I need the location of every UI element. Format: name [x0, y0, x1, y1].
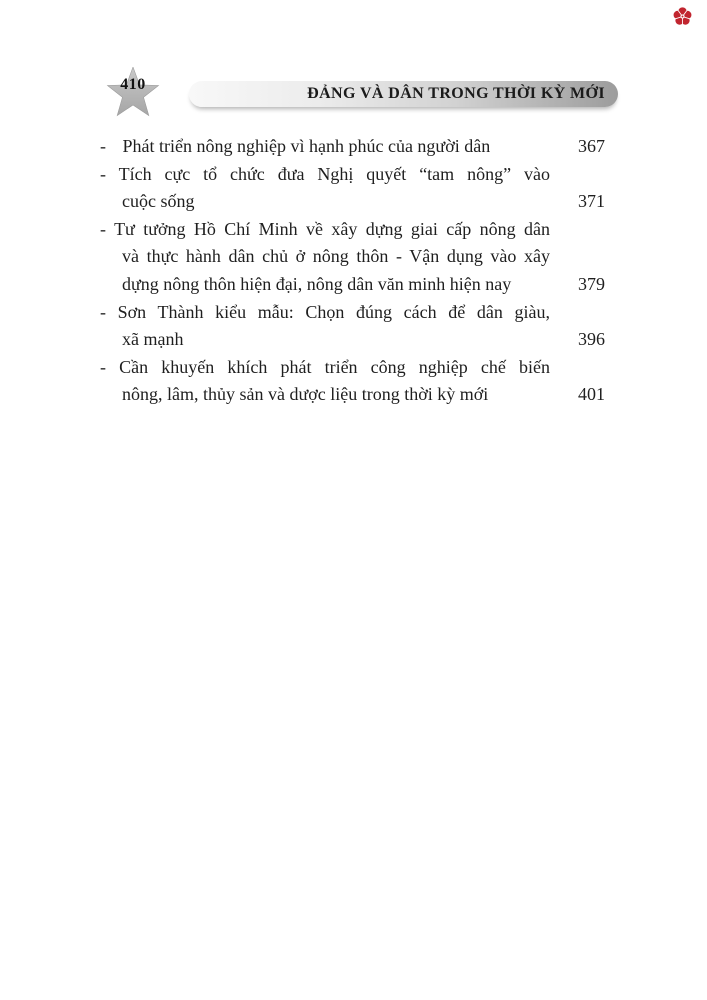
- toc-line: [95, 271, 605, 299]
- running-title: ĐẢNG VÀ DÂN TRONG THỜI KỲ MỚI: [307, 85, 605, 102]
- toc-entry: [95, 354, 605, 409]
- entry-title-text: dựng nông thôn hiện đại, nông dân văn minh hiện nay: [122, 273, 512, 294]
- florette-svg: [673, 7, 692, 26]
- entry-dash: -: [100, 163, 106, 184]
- entry-title-text: Phát triển nông nghiệp vì hạnh phúc của người dân: [122, 136, 491, 156]
- toc-line: [95, 188, 605, 216]
- toc-entry: [95, 133, 605, 161]
- entry-page-number: 367: [578, 136, 605, 156]
- toc-line: [95, 216, 550, 244]
- toc-entry: [95, 161, 605, 216]
- toc-line: [95, 381, 605, 409]
- entry-title-text: Tư tưởng Hồ Chí Minh về xây dựng giai cấp nông dân: [114, 218, 550, 239]
- entry-title-text: Tích cực tổ chức đưa Nghị quyết “tam nông” vào: [118, 163, 550, 184]
- entry-title-text: và thực hành dân chủ ở nông thôn - Vận dụng vào xây: [122, 246, 550, 267]
- entry-dash: -: [100, 136, 106, 156]
- folio-page-number: 410: [120, 76, 146, 93]
- folio-marker: [102, 67, 164, 117]
- entry-page-number: 396: [578, 329, 605, 350]
- toc-line: [95, 243, 550, 271]
- toc-entry: [95, 299, 605, 354]
- entry-page-number: 371: [578, 191, 605, 212]
- entry-title-text: nông, lâm, thủy sản và dược liệu trong thời kỳ mới: [122, 384, 489, 405]
- entry-title-text: Cần khuyến khích phát triển công nghiệp chế biến: [119, 356, 550, 377]
- entry-dash: -: [100, 301, 106, 322]
- entry-title-text: cuộc sống: [122, 191, 195, 212]
- entry-dash: -: [100, 356, 106, 377]
- florette-icon: [673, 7, 692, 26]
- entry-page-number: 401: [578, 384, 605, 405]
- toc-list: [95, 133, 605, 409]
- entry-dash: -: [100, 218, 106, 239]
- running-title-bar: [189, 81, 618, 107]
- entry-title-text: Sơn Thành kiểu mẫu: Chọn đúng cách để dân giàu,: [117, 301, 550, 322]
- toc-line: [95, 161, 550, 189]
- toc-line: [95, 354, 550, 382]
- entry-title-text: xã mạnh: [122, 329, 184, 350]
- toc-line: [95, 299, 550, 327]
- toc-entry: [95, 216, 605, 299]
- entry-page-number: 379: [578, 273, 605, 294]
- toc-line: [95, 326, 605, 354]
- toc-line: [95, 133, 605, 161]
